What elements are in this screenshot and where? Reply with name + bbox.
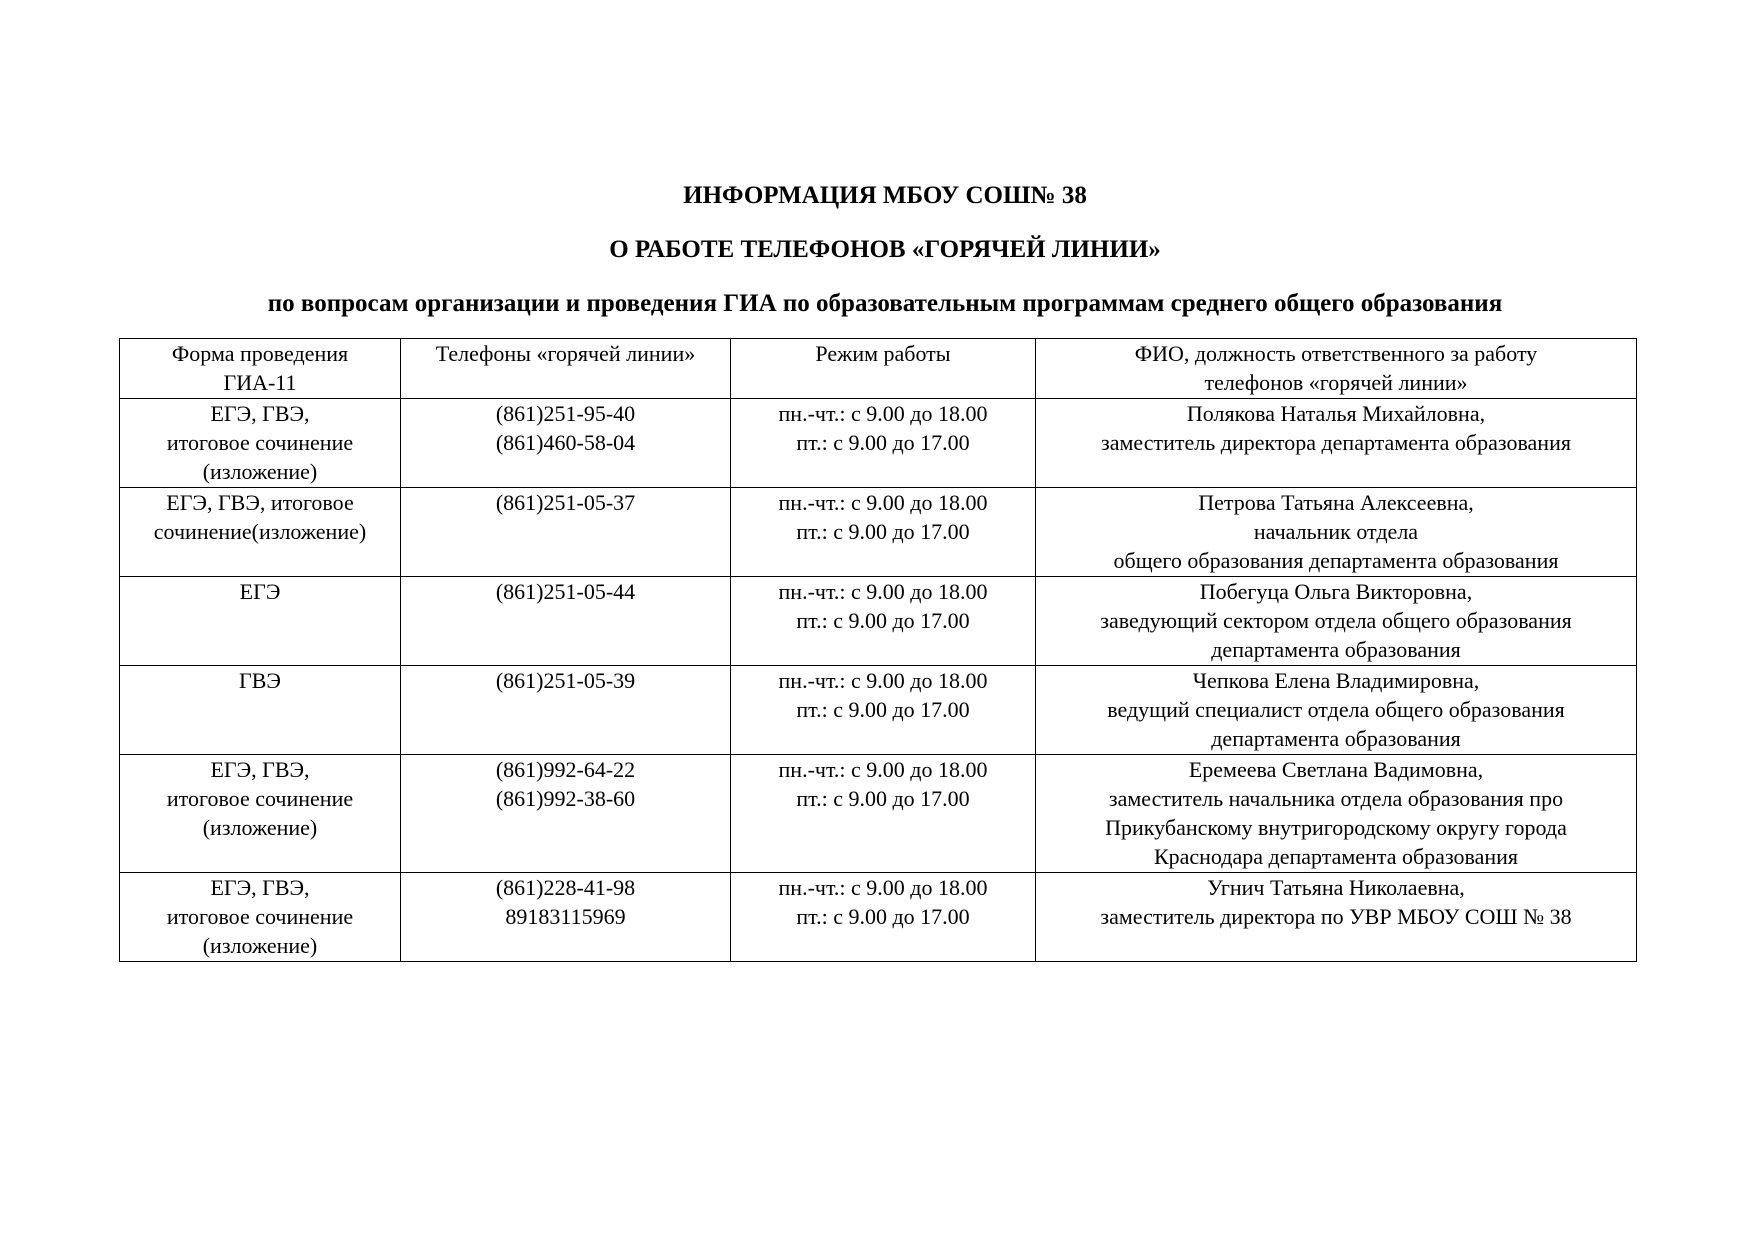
- table-row: [120, 873, 1637, 962]
- cell-phones: (861)251-05-44: [401, 577, 731, 666]
- cell-responsible: Полякова Наталья Михайловна, заместитель директора департамента образования: [1036, 399, 1637, 488]
- cell-responsible: Побегуца Ольга Викторовна, заведующий сектором отдела общего образования департамента образования: [1036, 577, 1637, 666]
- table-row: [120, 488, 1637, 577]
- cell-phones: (861)228-41-98 89183115969: [401, 873, 731, 962]
- cell-schedule: пн.-чт.: с 9.00 до 18.00 пт.: с 9.00 до 17.00: [731, 755, 1036, 873]
- cell-schedule: пн.-чт.: с 9.00 до 18.00 пт.: с 9.00 до 17.00: [731, 873, 1036, 962]
- cell-schedule: пн.-чт.: с 9.00 до 18.00 пт.: с 9.00 до 17.00: [731, 399, 1036, 488]
- column-header-schedule: Режим работы: [731, 339, 1036, 399]
- cell-responsible: Чепкова Елена Владимировна, ведущий специалист отдела общего образования департамента образования: [1036, 666, 1637, 755]
- table-header-row: [120, 339, 1637, 399]
- table-row: [120, 577, 1637, 666]
- cell-form: ЕГЭ, ГВЭ, итоговое сочинение(изложение): [120, 488, 401, 577]
- cell-phones: (861)992-64-22 (861)992-38-60: [401, 755, 731, 873]
- cell-phones: (861)251-95-40 (861)460-58-04: [401, 399, 731, 488]
- column-header-responsible: ФИО, должность ответственного за работу телефонов «горячей линии»: [1036, 339, 1637, 399]
- table-row: [120, 666, 1637, 755]
- cell-form: ЕГЭ: [120, 577, 401, 666]
- cell-phones: (861)251-05-37: [401, 488, 731, 577]
- cell-form: ЕГЭ, ГВЭ, итоговое сочинение (изложение): [120, 873, 401, 962]
- document-title: ИНФОРМАЦИЯ МБОУ СОШ№ 38: [683, 182, 1087, 209]
- cell-schedule: пн.-чт.: с 9.00 до 18.00 пт.: с 9.00 до 17.00: [731, 488, 1036, 577]
- cell-form: ГВЭ: [120, 666, 401, 755]
- hotline-table: [119, 338, 1637, 962]
- cell-responsible: Еремеева Светлана Вадимовна, заместитель начальника отдела образования про Прикубанскому внутригородскому округу города Краснодара департамента образования: [1036, 755, 1637, 873]
- cell-phones: (861)251-05-39: [401, 666, 731, 755]
- cell-schedule: пн.-чт.: с 9.00 до 18.00 пт.: с 9.00 до 17.00: [731, 577, 1036, 666]
- cell-form: ЕГЭ, ГВЭ, итоговое сочинение (изложение): [120, 755, 401, 873]
- cell-schedule: пн.-чт.: с 9.00 до 18.00 пт.: с 9.00 до 17.00: [731, 666, 1036, 755]
- table-row: [120, 755, 1637, 873]
- column-header-phones: Телефоны «горячей линии»: [401, 339, 731, 399]
- cell-responsible: Угнич Татьяна Николаевна, заместитель директора по УВР МБОУ СОШ № 38: [1036, 873, 1637, 962]
- document-subtitle: О РАБОТЕ ТЕЛЕФОНОВ «ГОРЯЧЕЙ ЛИНИИ»: [609, 236, 1161, 263]
- document-description: по вопросам организации и проведения ГИА по образовательным программам среднего общего образования: [267, 290, 1503, 317]
- cell-form: ЕГЭ, ГВЭ, итоговое сочинение (изложение): [120, 399, 401, 488]
- table-row: [120, 399, 1637, 488]
- cell-responsible: Петрова Татьяна Алексеевна, начальник отдела общего образования департамента образования: [1036, 488, 1637, 577]
- column-header-form: Форма проведения ГИА-11: [120, 339, 401, 399]
